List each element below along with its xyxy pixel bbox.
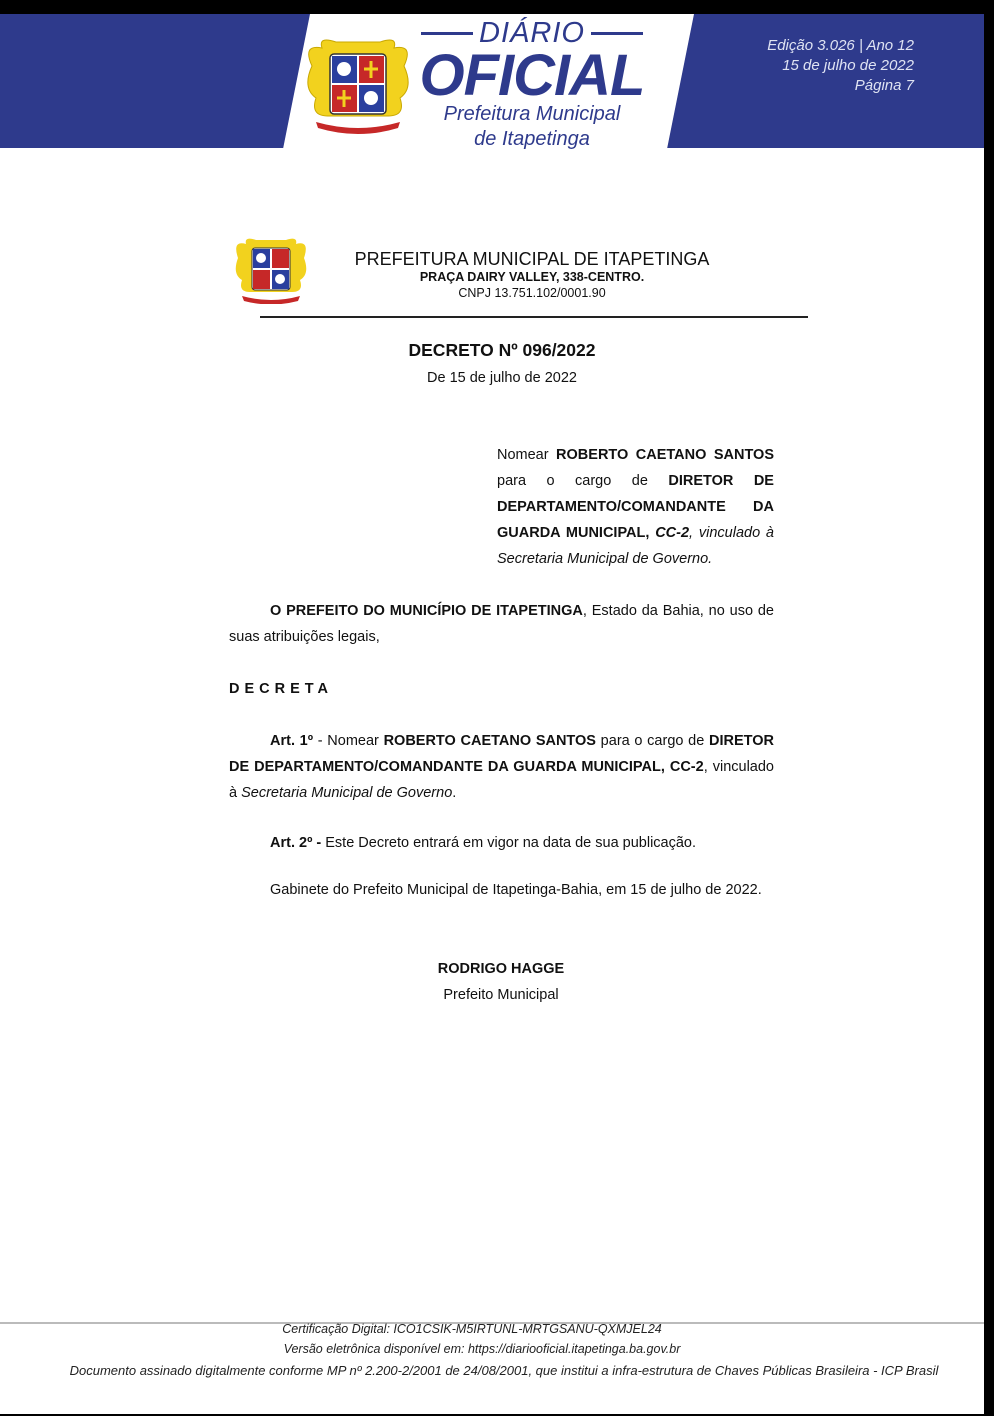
article-1-name: ROBERTO CAETANO SANTOS xyxy=(383,733,596,749)
page-number: Página 7 xyxy=(854,77,914,94)
signatory-name: RODRIGO HAGGE xyxy=(437,961,565,977)
ementa-post: DIRETOR DE DEPARTAMENTO/COMANDANTE DA GUARDA MUNICIPAL, xyxy=(497,473,774,541)
letterhead-address: PRAÇA DAIRY VALLEY, 338-CENTRO. xyxy=(419,270,645,284)
footer-certification: Certificação Digital: ICO1CSIK-M5IRTUNL-MRTGSANU-QXMJEL24 xyxy=(282,1322,662,1336)
article-1-post: DIRETOR DE DEPARTAMENTO/COMANDANTE DA GUARDA MUNICIPAL, CC-2 xyxy=(229,733,774,775)
ementa-cc: CC-2 xyxy=(655,525,690,541)
preamble-authority: O PREFEITO DO MUNICÍPIO DE ITAPETINGA xyxy=(270,603,583,619)
masthead xyxy=(412,16,652,152)
article-1-secretaria: Secretaria Municipal de Governo xyxy=(241,785,453,801)
article-1-text-3: , vinculado à xyxy=(229,759,774,801)
decree-ementa xyxy=(497,442,774,572)
article-2-label: Art. 2º - xyxy=(270,835,322,851)
edition-date: 15 de julho de 2022 xyxy=(782,57,914,74)
signatory-role: Prefeito Municipal xyxy=(443,987,559,1003)
letterhead-divider xyxy=(260,316,808,318)
decree-date: De 15 de julho de 2022 xyxy=(427,370,577,386)
masthead-rule-right xyxy=(591,32,643,35)
article-2-text: Este Decreto entrará em vigor na data de sua publicação. xyxy=(321,835,697,851)
diario-oficial-page xyxy=(0,14,984,1414)
article-1-text-4: . xyxy=(452,785,457,801)
masthead-subtitle-1: Prefeitura Municipal xyxy=(443,103,621,125)
masthead-rule-left xyxy=(421,32,473,35)
article-1 xyxy=(229,728,774,806)
article-1-text-2: para o cargo de xyxy=(595,733,709,749)
edition-number: Edição 3.026 | Ano 12 xyxy=(767,37,914,54)
ementa-text-3: , vinculado à Secretaria Municipal de Governo. xyxy=(497,525,774,567)
closing-paragraph: Gabinete do Prefeito Municipal de Itapetinga-Bahia, em 15 de julho de 2022. xyxy=(270,882,762,898)
masthead-oficial: OFICIAL xyxy=(419,43,645,108)
article-1-text-1: - Nomear xyxy=(313,733,384,749)
footer-signature-notice: Documento assinado digitalmente conforme MP nº 2.200-2/2001 de 24/08/2001, que institui a infra-estrutura de Chaves Públicas Brasileira - ICP Brasil xyxy=(69,1363,939,1378)
ementa-text-2: para o cargo de xyxy=(497,473,669,489)
letterhead-crest-logo xyxy=(232,236,310,304)
article-1-label: Art. 1º xyxy=(270,733,314,749)
letterhead xyxy=(330,248,734,301)
ementa-name: ROBERTO CAETANO SANTOS xyxy=(556,447,774,463)
article-2 xyxy=(229,830,774,856)
masthead-subtitle-2: de Itapetinga xyxy=(474,128,590,150)
letterhead-title: PREFEITURA MUNICIPAL DE ITAPETINGA xyxy=(354,249,710,269)
preamble-text: , Estado da Bahia, no uso de suas atribuições legais, xyxy=(229,603,774,645)
itapetinga-crest-logo xyxy=(302,36,414,134)
decree-preamble xyxy=(229,598,774,650)
edition-info xyxy=(767,36,914,96)
letterhead-cnpj: CNPJ 13.751.102/0001.90 xyxy=(458,286,606,300)
footer-version-link: Versão eletrônica disponível em: https://diariooficial.itapetinga.ba.gov.br xyxy=(283,1342,681,1356)
ementa-text-1: Nomear xyxy=(497,447,557,463)
decreta-heading: DECRETA xyxy=(229,681,334,697)
masthead-diario-text: DIÁRIO xyxy=(479,16,585,49)
decree-title: DECRETO Nº 096/2022 xyxy=(408,340,596,360)
